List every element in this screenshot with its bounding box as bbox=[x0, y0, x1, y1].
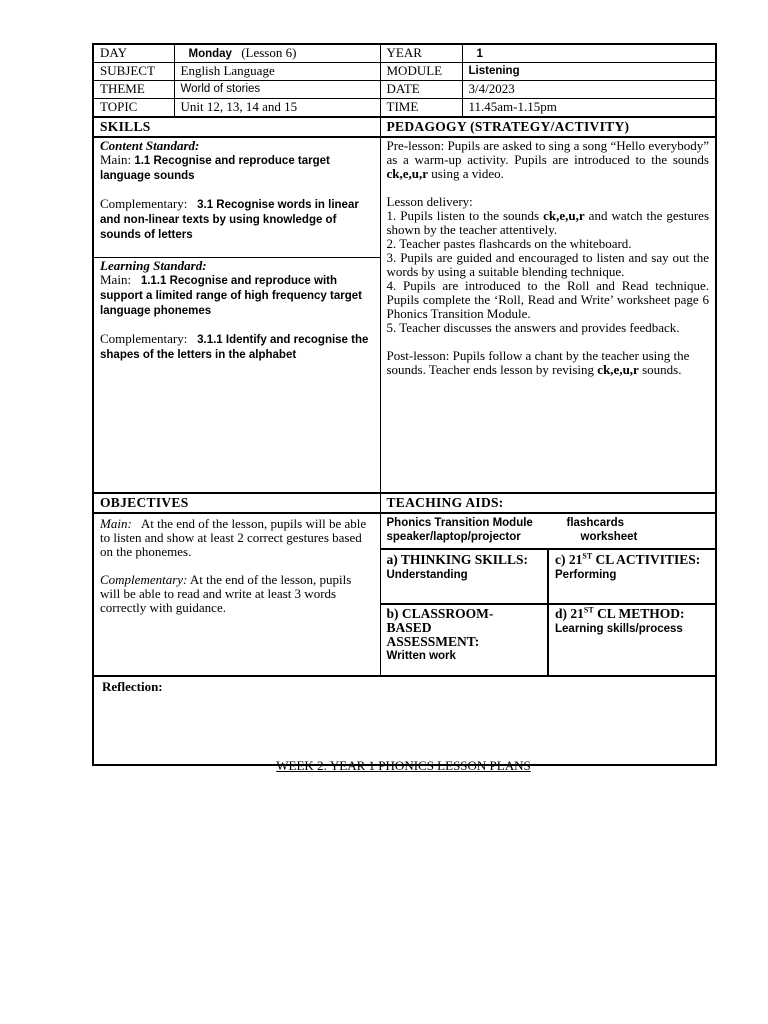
time-value: 11.45am-1.15pm bbox=[462, 99, 716, 118]
pedagogy-cell: Pre-lesson: Pupils are asked to sing a song “Hello everybody” as a warm-up activity. Pupils are introduced to the sounds ck,e,u,r using a video. Lesson delivery: 1. Pupils listen to the sounds ck,e,u,r and watch the gestures shown by the teacher attentively. 2. Teacher pastes flashcards on the whiteboard. 3. Pupils are guided and encouraged to listen and say out the words by using a suitable blending technique. 4. Pupils are introduced to the Roll and Read technique. Pupils complete the ‘Roll, Read and Write’ worksheet page 6 Phonics Transition Module. 5. Teacher discusses the answers and provides feedback. Post-lesson: Pupils follow a chant by the teacher using the sounds. Teacher ends lesson by revising ck,e,u,r sounds. bbox=[380, 137, 716, 493]
day-name: Monday bbox=[188, 48, 232, 60]
reflection-cell bbox=[93, 676, 716, 765]
cl-activities-cell: c) 21ST CL ACTIVITIES: Performing bbox=[548, 549, 716, 604]
step-2: 2. Teacher pastes flashcards on the whiteboard. bbox=[386, 236, 632, 251]
thinking-label: a) THINKING SKILLS: bbox=[386, 552, 529, 567]
row-subject bbox=[93, 63, 716, 81]
module-value: Listening bbox=[462, 63, 716, 81]
ls-main-text: 1.1.1 Recognise and reproduce with support a limited range of high frequency target language phonemes bbox=[100, 275, 362, 317]
aid-item-2: flashcards bbox=[566, 517, 625, 529]
lesson-plan-table bbox=[92, 43, 717, 766]
day-label: DAY bbox=[93, 44, 174, 63]
theme-value: World of stories bbox=[174, 81, 380, 99]
step-5: 5. Teacher discusses the answers and provides feedback. bbox=[386, 320, 680, 335]
reflection-label: Reflection: bbox=[102, 679, 163, 694]
learning-standard-block bbox=[94, 258, 380, 362]
theme-label: THEME bbox=[93, 81, 174, 99]
cs-main-text: 1.1 Recognise and reproduce target language sounds bbox=[100, 155, 330, 182]
ls-comp-text: 3.1.1 Identify and recognise the shapes of the letters in the alphabet bbox=[100, 334, 369, 361]
cl-method-label-b: CL METHOD: bbox=[597, 606, 685, 621]
row-theme bbox=[93, 81, 716, 99]
aid-item-1: Phonics Transition Module bbox=[386, 517, 533, 529]
content-standard-label: Content Standard: bbox=[100, 138, 200, 153]
cs-comp-text: 3.1 Recognise words in linear and non-linear texts by using knowledge of sounds of letters bbox=[100, 199, 359, 241]
footer-text: WEEK 2: YEAR 1 PHONICS LESSON PLANS bbox=[276, 758, 531, 773]
post-lesson-text: Post-lesson: Pupils follow a chant by the teacher using the sounds. Teacher ends lesson by revising bbox=[386, 348, 690, 377]
post-lesson-sounds: ck,e,u,r bbox=[597, 362, 639, 377]
cl-act-label-a: c) 21 bbox=[555, 552, 583, 567]
year-label: YEAR bbox=[380, 44, 462, 63]
row-reflection bbox=[93, 676, 716, 765]
row-skills-pedagogy bbox=[93, 137, 716, 493]
step-1-sounds: ck,e,u,r bbox=[543, 208, 585, 223]
assessment-label: b) CLASSROOM-BASED ASSESSMENT: bbox=[386, 606, 494, 649]
step-4: 4. Pupils are introduced to the Roll and Read technique. Pupils complete the ‘Roll, Read and Write’ worksheet page 6 Phonics Transition Module. bbox=[386, 278, 709, 321]
thinking-skills-cell bbox=[380, 549, 548, 604]
cl-act-value: Performing bbox=[555, 569, 617, 581]
subject-value: English Language bbox=[174, 63, 380, 81]
teaching-aids-cell bbox=[380, 513, 716, 549]
assessment-value: Written work bbox=[386, 650, 456, 662]
time-label: TIME bbox=[380, 99, 462, 118]
teaching-aids-heading: TEACHING AIDS: bbox=[380, 493, 716, 513]
cl-method-label-a: d) 21 bbox=[555, 606, 584, 621]
assessment-cell bbox=[380, 604, 548, 676]
date-label: DATE bbox=[380, 81, 462, 99]
obj-main-label: Main: bbox=[100, 516, 132, 531]
topic-label: TOPIC bbox=[93, 99, 174, 118]
row-objectives bbox=[93, 513, 716, 549]
row-obj-heads bbox=[93, 493, 716, 513]
row-topic bbox=[93, 99, 716, 118]
topic-value: Unit 12, 13, 14 and 15 bbox=[174, 99, 380, 118]
lesson-plan-sheet bbox=[92, 43, 715, 766]
row-section-heads bbox=[93, 117, 716, 137]
obj-comp-label: Complementary: bbox=[100, 572, 188, 587]
pre-lesson-text: Pre-lesson: Pupils are asked to sing a song “Hello everybody” as a warm-up activity. Pupils are introduced to the sounds bbox=[386, 138, 709, 167]
day-lesson: (Lesson 6) bbox=[241, 45, 297, 60]
obj-main-text: At the end of the lesson, pupils will be able to listen and show at least 2 correct gestures based on the phonemes. bbox=[100, 516, 367, 559]
obj-comp-text: At the end of the lesson, pupils will be able to read and write at least 3 words correctly with guidance. bbox=[100, 572, 352, 615]
cl-act-label-b: CL ACTIVITIES: bbox=[595, 552, 701, 567]
subject-label: SUBJECT bbox=[93, 63, 174, 81]
aid-item-4: worksheet bbox=[580, 531, 638, 543]
ls-comp-prefix: Complementary: bbox=[100, 331, 188, 346]
cs-main-prefix: Main: bbox=[100, 152, 132, 167]
pre-lesson-sounds: ck,e,u,r bbox=[386, 166, 429, 181]
step-3: 3. Pupils are guided and encouraged to listen and say out the words by using a suitable blending technique. bbox=[386, 250, 709, 279]
cl-method-value: Learning skills/process bbox=[555, 623, 683, 635]
objectives-cell bbox=[93, 513, 380, 676]
aid-item-3: speaker/laptop/projector bbox=[386, 531, 521, 543]
objectives-heading: OBJECTIVES bbox=[93, 493, 380, 513]
content-standard-block bbox=[94, 138, 380, 258]
footer-caption bbox=[92, 758, 715, 774]
step-1: 1. Pupils listen to the sounds bbox=[386, 208, 540, 223]
row-day bbox=[93, 44, 716, 63]
cl-method-cell: d) 21ST CL METHOD: Learning skills/process bbox=[548, 604, 716, 676]
skills-heading: SKILLS bbox=[93, 117, 380, 137]
module-label: MODULE bbox=[380, 63, 462, 81]
day-value bbox=[174, 44, 380, 63]
ls-main-prefix: Main: bbox=[100, 272, 132, 287]
cs-comp-prefix: Complementary: bbox=[100, 196, 188, 211]
learning-standard-label: Learning Standard: bbox=[100, 258, 207, 273]
skills-cell bbox=[93, 137, 380, 493]
thinking-value: Understanding bbox=[386, 569, 468, 581]
year-value: 1 bbox=[462, 44, 716, 63]
date-value: 3/4/2023 bbox=[462, 81, 716, 99]
pedagogy-heading: PEDAGOGY (STRATEGY/ACTIVITY) bbox=[380, 117, 716, 137]
delivery-label: Lesson delivery: bbox=[386, 194, 473, 209]
